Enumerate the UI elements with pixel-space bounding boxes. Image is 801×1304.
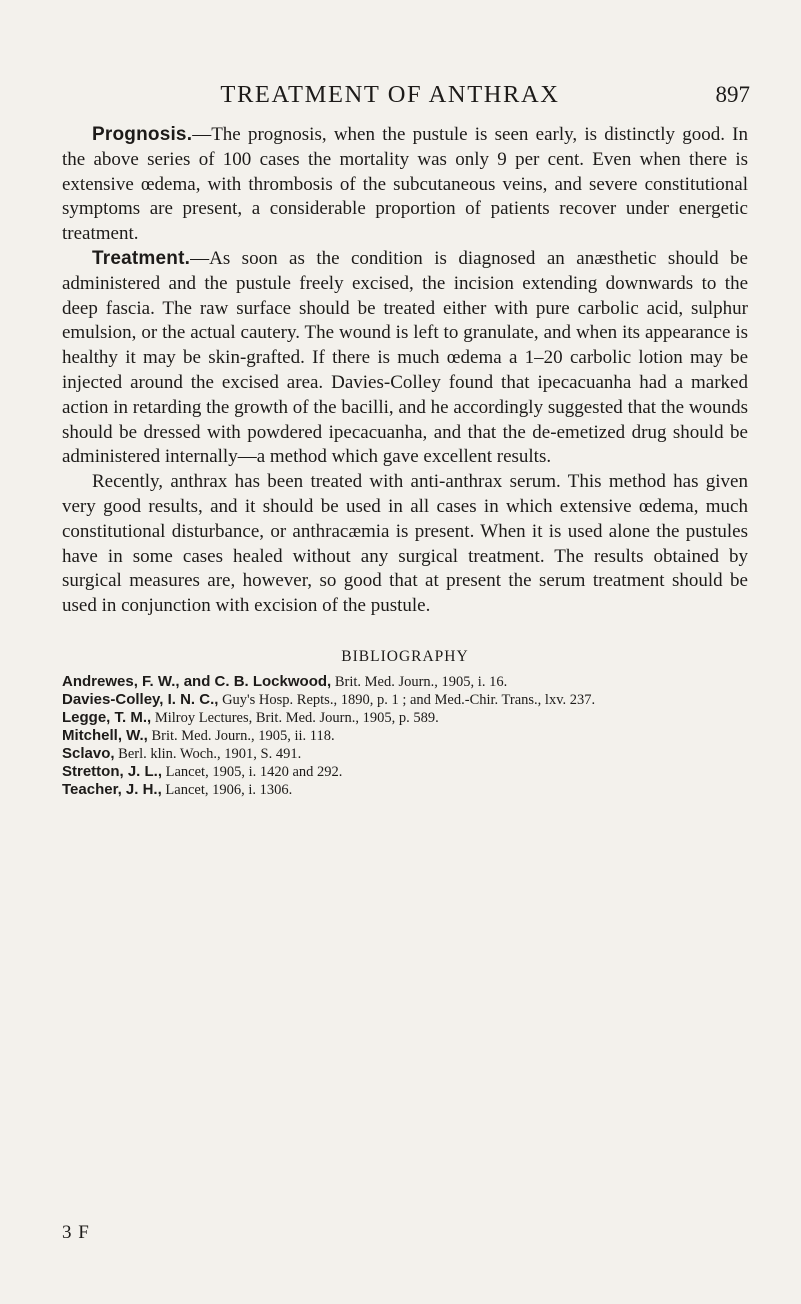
entry-citation: Brit. Med. Journ., 1905, ii. 118. [147, 727, 335, 744]
bibliography-entry [62, 691, 748, 709]
serum-text: Recently, anthrax has been treated with anti-anthrax serum. This method has given very good results, and it should be used in all cases in which extensive œdema, much constitutional disturbance, or anthracæmia is present. When it is used alone the pustules have in some cases healed without any surgical treatment. The results obtained by surgical measures are, however, so good that at present the serum treatment should be used in conjunction with excision of the pustule. [62, 471, 748, 617]
body-text [62, 123, 748, 799]
treatment-paragraph [62, 247, 748, 470]
entry-authors: Teacher, J. H., [62, 780, 162, 798]
signature-mark: 3 F [62, 1222, 90, 1243]
prognosis-heading: Prognosis. [92, 124, 193, 145]
bibliography-list [62, 673, 748, 799]
page-number: 897 [715, 82, 750, 107]
running-head [60, 78, 750, 112]
entry-authors: Davies-Colley, I. N. C., [62, 690, 219, 708]
entry-authors: Mitchell, W., [62, 726, 148, 744]
bibliography-entry [62, 709, 748, 727]
entry-citation: Lancet, 1905, i. 1420 and 292. [162, 763, 343, 780]
prognosis-paragraph [62, 123, 748, 247]
entry-citation: Milroy Lectures, Brit. Med. Journ., 1905, p. 589. [151, 709, 439, 726]
bibliography-heading: BIBLIOGRAPHY [341, 647, 469, 665]
entry-authors: Andrewes, F. W., and C. B. Lockwood, [62, 672, 332, 690]
entry-citation: Lancet, 1906, i. 1306. [161, 781, 293, 798]
treatment-heading: Treatment. [92, 247, 191, 269]
bibliography-entry [62, 727, 748, 745]
entry-citation: Brit. Med. Journ., 1905, i. 16. [331, 673, 508, 690]
running-title: TREATMENT OF ANTHRAX [220, 81, 560, 108]
entry-authors: Sclavo, [62, 744, 115, 762]
bibliography-entry [62, 745, 748, 763]
bibliography-entry [62, 781, 748, 799]
entry-authors: Stretton, J. L., [62, 762, 163, 780]
treatment-text: —As soon as the condition is diagnosed an anæsthetic should be administered and the pustule freely excised, the incision extending downwards to the deep fascia. The raw surface should be treated either with pure carbolic acid, sulphur emulsion, or the actual cautery. The wound is left to granulate, and when its appearance is healthy it may be skin-grafted. If there is much œdema a 1–20 carbolic lotion may be injected around the excised area. Davies-Colley found that ipecacuanha had a marked action in retarding the growth of the bacilli, and he accordingly suggested that the wounds should be dressed with powdered ipecacuanha, and that the de-emetized drug should be administered internally—a method which gave excellent results. [62, 247, 748, 468]
prognosis-text: —The prognosis, when the pustule is seen early, is distinctly good. In the above series of 100 cases the mortality was only 9 per cent. Even when there is extensive œdema, with thrombosis of the subcutaneous veins, and severe constitutional symptoms are present, a considerable proportion of patients recover under energetic treatment. [62, 124, 748, 245]
serum-paragraph [62, 470, 748, 619]
entry-citation: Guy's Hosp. Repts., 1890, p. 1 ; and Med.-Chir. Trans., lxv. 237. [218, 691, 596, 708]
entry-citation: Berl. klin. Woch., 1901, S. 491. [114, 745, 302, 762]
bibliography-entry [62, 763, 748, 781]
bibliography-entry [62, 673, 748, 691]
entry-authors: Legge, T. M., [62, 708, 152, 726]
